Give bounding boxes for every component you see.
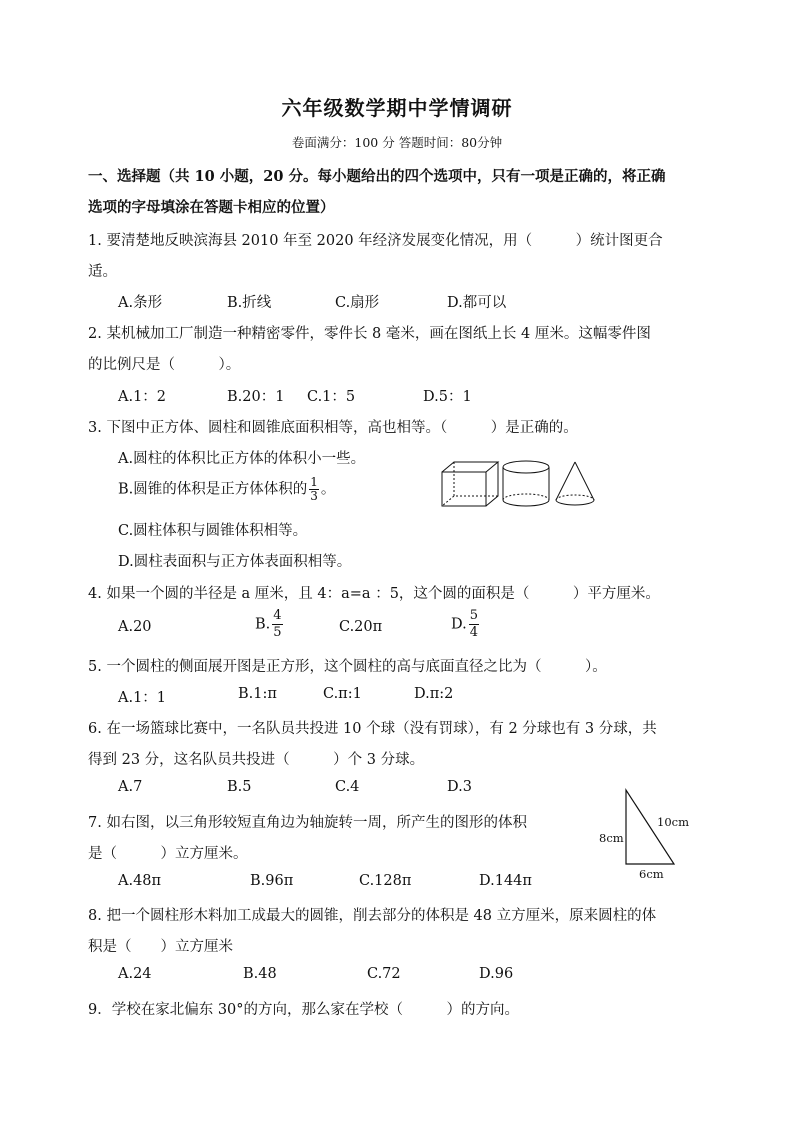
q1-option-c: C.扇形 [335, 295, 380, 311]
q2-option-d: D.5：1 [423, 389, 472, 405]
question-9-line1: 9．学校在家北偏东 30°的方向，那么家在学校（ ）的方向。 [88, 1002, 520, 1018]
question-8-line1: 8. 把一个圆柱形木料加工成最大的圆锥，削去部分的体积是 48 立方厘米，原来圆柱的体 [88, 908, 657, 924]
q8-option-a: A.24 [118, 966, 152, 982]
question-4-line1: 4. 如果一个圆的半径是 a 厘米，且 4：a=a ：5，这个圆的面积是（ ）平方厘米。 [88, 586, 660, 602]
q4-option-d-prefix: D. [451, 616, 467, 633]
q6-option-b: B.5 [227, 779, 252, 795]
q3-option-a: A.圆柱的体积比正方体的体积小一些。 [118, 451, 366, 467]
q4-option-b-prefix: B. [255, 616, 271, 633]
q3-option-b-fraction [309, 476, 319, 503]
triangle-figure [596, 784, 700, 882]
page-title: 六年级数学期中学情调研 [281, 96, 513, 120]
fraction-numerator: 1 [310, 475, 318, 489]
triangle-height-label: 8cm [599, 831, 624, 845]
question-5-line1: 5. 一个圆柱的侧面展开图是正方形，这个圆柱的高与底面直径之比为（ ）。 [88, 659, 607, 675]
q6-option-a: A.7 [118, 779, 143, 795]
question-1-line1: 1. 要清楚地反映滨海县 2010 年至 2020 年经济发展变化情况，用（ ）统计图更合 [88, 233, 663, 249]
q1-option-b: B.折线 [227, 295, 272, 311]
q1-option-a: A.条形 [118, 295, 163, 311]
question-7-line1: 7. 如右图，以三角形较短直角边为轴旋转一周，所产生的图形的体积 [88, 815, 527, 831]
q5-option-d: D.π:2 [414, 686, 454, 702]
q3-option-b-suffix: 。 [320, 481, 336, 498]
cube-shape [442, 462, 498, 506]
question-7-line2: 是（ ）立方厘米。 [88, 846, 248, 862]
fraction-denominator: 4 [469, 625, 478, 640]
q7-option-d: D.144π [479, 873, 532, 889]
question-6-line2: 得到 23 分，这名队员共投进（ ）个 3 分球。 [88, 752, 425, 768]
cylinder-shape [503, 461, 549, 506]
question-8-line2: 积是（ ）立方厘米 [88, 939, 233, 955]
q3-option-c: C.圆柱体积与圆锥体积相等。 [118, 523, 308, 539]
q7-option-a: A.48π [118, 873, 162, 889]
cone-shape [556, 462, 594, 505]
q3-option-d: D.圆柱表面积与正方体表面积相等。 [118, 554, 352, 570]
q4-option-d [451, 608, 481, 641]
q2-option-c: C.1：5 [307, 389, 356, 405]
q4-option-b [255, 608, 285, 641]
q5-option-c: C.π:1 [323, 686, 362, 702]
q2-option-b: B.20：1 [227, 389, 285, 405]
solids-figure [438, 458, 598, 510]
q6-option-d: D.3 [447, 779, 472, 795]
q4-option-d-fraction [469, 608, 479, 641]
question-3-line1: 3. 下图中正方体、圆柱和圆锥底面积相等，高也相等。（ ）是正确的。 [88, 420, 578, 436]
page-subtitle: 卷面满分：100 分 答题时间：80分钟 [291, 135, 503, 150]
question-2-line2: 的比例尺是（ ）。 [88, 357, 241, 373]
q4-option-b-fraction [272, 608, 282, 641]
section-heading-line1: 一、选择题（共 10 小题，20 分。每小题给出的四个选项中，只有一项是正确的，将正确 [88, 168, 666, 185]
q4-option-a: A.20 [118, 619, 152, 635]
fraction-numerator: 4 [273, 608, 282, 623]
q8-option-b: B.48 [243, 966, 277, 982]
triangle-hypotenuse-label: 10cm [657, 815, 689, 829]
q2-option-a: A.1：2 [118, 389, 167, 405]
q3-option-b-prefix: B.圆锥的体积是正方体体积的 [118, 481, 308, 498]
fraction-denominator: 3 [310, 489, 318, 503]
q8-option-d: D.96 [479, 966, 514, 982]
question-1-line2: 适。 [88, 264, 117, 280]
q6-option-c: C.4 [335, 779, 360, 795]
question-2-line1: 2. 某机械加工厂制造一种精密零件，零件长 8 毫米，画在图纸上长 4 厘米。这幅零件图 [88, 326, 651, 342]
q3-option-b [118, 476, 335, 503]
q5-option-b: B.1:π [238, 686, 277, 702]
q1-option-d: D.都可以 [447, 295, 507, 311]
question-6-line1: 6. 在一场篮球比赛中，一名队员共投进 10 个球（没有罚球），有 2 分球也有 3 分球，共 [88, 721, 657, 737]
q4-option-c: C.20π [339, 619, 383, 635]
q8-option-c: C.72 [367, 966, 401, 982]
q5-option-a: A.1：1 [118, 690, 167, 706]
section-heading-line2: 选项的字母填涂在答题卡相应的位置） [88, 199, 335, 216]
triangle-base-label: 6cm [639, 867, 664, 881]
fraction-denominator: 5 [273, 625, 282, 640]
fraction-numerator: 5 [469, 608, 478, 623]
q7-option-c: C.128π [359, 873, 412, 889]
q7-option-b: B.96π [250, 873, 294, 889]
